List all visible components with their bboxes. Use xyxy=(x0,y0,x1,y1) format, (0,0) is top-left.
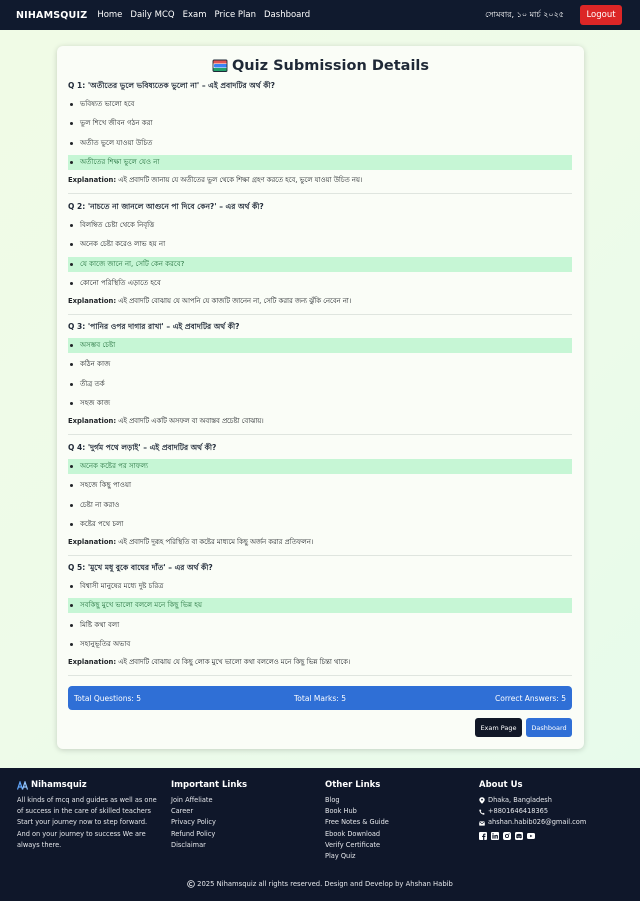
books-icon xyxy=(212,59,228,73)
question-text: Q 3: 'পানির ওপর দাগার রাখা' – এই প্রবাদটির অর্থ কী? xyxy=(68,322,240,331)
page-title: Quiz Submission Details xyxy=(231,58,430,74)
explanation-text: এই প্রবাদটি একটি অসফল বা অবাস্তব প্রচেষ্টা বোঝায়। xyxy=(118,417,264,425)
option-item: সহজ কাজ xyxy=(68,396,572,411)
footer-link[interactable]: Blog xyxy=(325,796,340,804)
current-date: সোমবার, ১০ মার্চ ২০২৫ xyxy=(485,9,564,19)
explanation-label: Explanation: xyxy=(68,297,117,305)
question-text: Q 2: 'নাচতে না জানলে আগুনে পা দিবে কেন?' – এর অর্থ কী? xyxy=(68,202,264,211)
action-buttons xyxy=(471,718,572,737)
email-text: ahshan.habib026@gmail.com xyxy=(488,818,587,827)
footer-email[interactable] xyxy=(479,817,629,828)
nav-link-price-plan[interactable]: Price Plan xyxy=(214,10,257,20)
option-item: কোনো পরিস্থিতি এড়াতে হবে xyxy=(68,276,572,291)
option-item-correct: সবকিছু মুখে ভালো বললে মনে কিছু ভিন্ন হয় xyxy=(68,598,572,613)
option-item-correct: অনেক কষ্টের পর সাফল্য xyxy=(68,459,572,474)
explanation xyxy=(68,174,572,186)
discord-icon[interactable] xyxy=(515,832,523,840)
footer-link[interactable]: Join Affeliate xyxy=(171,796,213,804)
copyright-icon xyxy=(187,880,195,888)
logout-button[interactable]: Logout xyxy=(580,5,622,25)
footer-link[interactable]: Play Quiz xyxy=(325,852,356,861)
divider xyxy=(68,434,572,435)
footer-link[interactable]: Refund Policy xyxy=(171,829,216,838)
navbar xyxy=(0,0,640,30)
footer-important-links xyxy=(171,778,311,851)
explanation-label: Explanation: xyxy=(68,176,117,184)
footer-link[interactable]: Book Hub xyxy=(325,807,357,816)
social-links xyxy=(479,832,629,840)
divider xyxy=(68,314,572,315)
footer-about-column xyxy=(17,778,162,851)
footer-heading: Other Links xyxy=(325,780,381,790)
total-questions: Total Questions: 5 xyxy=(74,693,142,703)
divider xyxy=(68,193,572,194)
divider xyxy=(68,555,572,556)
option-item: কঠিন কাজ xyxy=(68,357,572,372)
nav-link-home[interactable]: Home xyxy=(97,10,123,20)
facebook-icon[interactable] xyxy=(479,832,487,840)
question-text: Q 1: 'অতীতের ভুলে ভবিষ্যতেক ভুলো না' – এই প্রবাদটির অর্থ কী? xyxy=(68,81,275,90)
footer-link[interactable]: Free Notes & Guide xyxy=(325,818,389,827)
option-item: চেষ্টা না করাও xyxy=(68,498,572,513)
option-item: মিষ্টি কথা বলা xyxy=(68,618,572,633)
explanation xyxy=(68,295,572,307)
explanation-text: এই প্রবাদটি জানায় যে অতীতের ভুল থেকে শিক্ষা গ্রহণ করতে হবে, ভুলে যাওয়া উচিত নয়। xyxy=(118,176,363,184)
question-text: Q 4: 'দুর্গম পথে লড়াই' – এই প্রবাদটির অর্থ কী? xyxy=(68,443,217,452)
correct-answers: Correct Answers: 5 xyxy=(495,693,566,703)
footer-about-text: All kinds of mcq and guides as well as one of success in the care of skilled teachers Start your journey now to step forward. And on your journey to success We are always there. xyxy=(17,796,157,849)
question-block xyxy=(68,321,572,427)
copyright-text: 2025 Nihamsquiz all rights reserved. Design and Develop by Ahshan Habib xyxy=(197,880,453,888)
brand-logo[interactable]: NIHAMSQUIZ xyxy=(16,9,88,21)
dashboard-button[interactable]: Dashboard xyxy=(526,718,572,737)
explanation-text: এই প্রবাদটি দুরূহ পরিস্থিতি বা কষ্টের মাধ্যমে কিছু অর্জন করার প্রতিফলন। xyxy=(118,538,314,546)
option-item-correct: যে কাজে জানে না, সেটি কেন করবে? xyxy=(68,257,572,272)
explanation-label: Explanation: xyxy=(68,417,117,425)
footer-brand[interactable] xyxy=(17,778,162,792)
linkedin-icon[interactable] xyxy=(491,832,499,840)
explanation-label: Explanation: xyxy=(68,658,117,666)
exam-page-button[interactable]: Exam Page xyxy=(475,718,522,737)
footer-heading: Important Links xyxy=(171,780,248,790)
instagram-icon[interactable] xyxy=(503,832,511,840)
font-logo-icon xyxy=(17,781,28,790)
phone-text: +8801646418365 xyxy=(488,807,549,816)
phone-icon xyxy=(479,809,485,815)
card-header xyxy=(57,58,584,74)
option-item-correct: অসম্ভব চেষ্টা xyxy=(68,338,572,353)
option-item: অনেক চেষ্টা করেও লাভ হয় না xyxy=(68,237,572,252)
location-pin-icon xyxy=(479,797,485,804)
footer-link[interactable]: Verify Certificate xyxy=(325,840,381,849)
footer-about-us xyxy=(479,778,629,840)
option-item: বিলম্বিত চেষ্টা থেকে নিবৃত্তি xyxy=(68,218,572,233)
copyright-line xyxy=(0,880,640,888)
option-item: ভুল শিখে জীবন গঠন করা xyxy=(68,116,572,131)
results-summary-bar xyxy=(68,686,572,710)
option-item: সহজে কিছু পাওয়া xyxy=(68,478,572,493)
explanation-text: এই প্রবাদটি বোঝায় যে আপনি যে কাজটি জানেন না, সেটি করার জন্য ঝুঁকি নেবেন না। xyxy=(118,297,352,305)
question-block xyxy=(68,80,572,186)
footer-heading: About Us xyxy=(479,780,523,790)
quiz-submission-card xyxy=(57,46,584,749)
question-block xyxy=(68,562,572,668)
option-item: তীব্র তর্ক xyxy=(68,377,572,392)
youtube-icon[interactable] xyxy=(527,832,535,840)
question-block xyxy=(68,201,572,307)
explanation xyxy=(68,656,572,668)
footer-link[interactable]: Career xyxy=(171,807,194,816)
option-item-correct: অতীতের শিক্ষা ভুলে যেও না xyxy=(68,155,572,170)
option-item: সহানুভূতির অভাব xyxy=(68,637,572,652)
option-item: অতীত ভুলে যাওয়া উচিত xyxy=(68,136,572,151)
footer-link[interactable]: Disclaimar xyxy=(171,840,206,849)
total-marks: Total Marks: 5 xyxy=(294,693,346,703)
footer-location xyxy=(479,795,629,806)
nav-link-daily-mcq[interactable]: Daily MCQ xyxy=(130,10,175,20)
option-item: বিশ্বাসী মানুষের মধ্যে দুষ্ট চরিত্র xyxy=(68,579,572,594)
footer-phone xyxy=(479,806,629,817)
footer-brand-name: Nihamsquiz xyxy=(31,780,87,790)
nav-link-dashboard[interactable]: Dashboard xyxy=(264,10,311,20)
location-text: Dhaka, Bangladesh xyxy=(488,796,552,804)
nav-link-exam[interactable]: Exam xyxy=(182,10,207,20)
option-item: কষ্টের পথে চলা xyxy=(68,517,572,532)
explanation-label: Explanation: xyxy=(68,538,117,546)
option-item: ভবিষ্যত ভালো হবে xyxy=(68,97,572,112)
footer-other-links xyxy=(325,778,465,862)
envelope-icon xyxy=(479,821,485,826)
explanation xyxy=(68,536,572,548)
footer-link[interactable]: Privacy Policy xyxy=(171,818,216,827)
question-block xyxy=(68,442,572,548)
divider xyxy=(68,675,572,676)
footer-link[interactable]: Ebook Download xyxy=(325,829,381,838)
explanation xyxy=(68,415,572,427)
footer xyxy=(0,768,640,901)
question-text: Q 5: 'মুখে মধু বুকে বাঘের দাঁত' – এর অর্থ কী? xyxy=(68,563,213,572)
explanation-text: এই প্রবাদটি বোঝায় যে কিছু লোক মুখে ভালো কথা বললেও মনে কিছু ভিন্ন চিন্তা থাকে। xyxy=(118,658,351,666)
